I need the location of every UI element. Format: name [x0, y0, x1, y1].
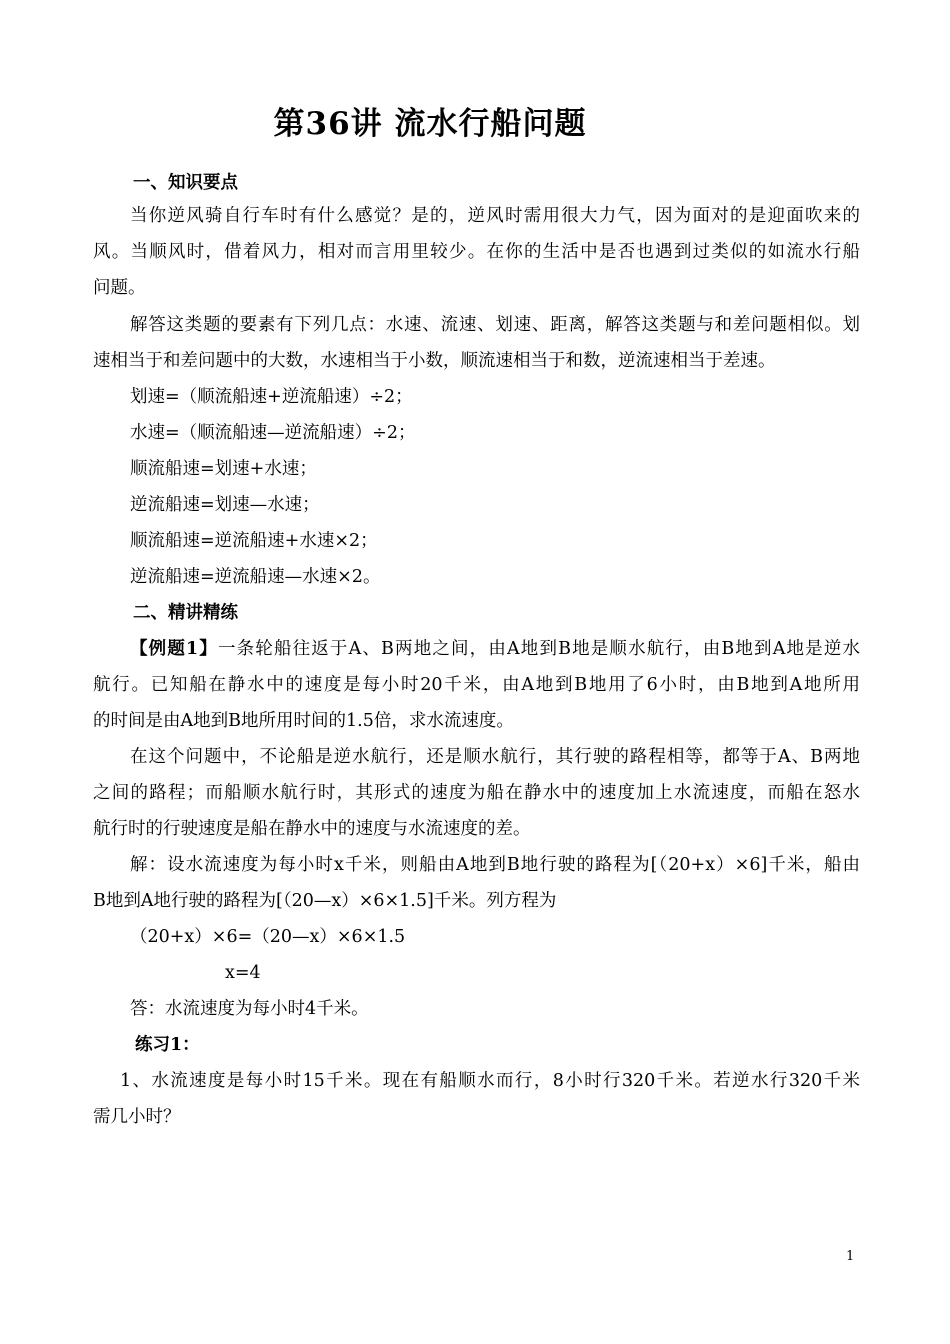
- formula-4: 逆流船速=划速—水速；: [130, 495, 320, 515]
- example-text-1: 一条轮船往返于A、B两地之间，由A地到B地是顺水航行，由B地到A地是逆水: [217, 639, 860, 659]
- analysis-line-3: 航行时的行驶速度是船在静水中的速度与水流速度的差。: [93, 819, 531, 839]
- practice-heading: 练习1：: [135, 1035, 200, 1055]
- formula-6: 逆流船速=逆流船速—水速×2。: [130, 567, 381, 587]
- analysis-line-1: 在这个问题中，不论船是逆水航行，还是顺水航行，其行驶的路程相等，都等于A、B两地: [130, 747, 860, 767]
- solution-line-1: 解：设水流速度为每小时x千米，则船由A地到B地行驶的路程为[（20+x）×6]千米，船由: [130, 855, 860, 875]
- section-heading-practice: 二、精讲精练: [133, 603, 238, 623]
- elements-line-1: 解答这类题的要素有下列几点：水速、流速、划速、距离，解答这类题与和差问题相似。划: [130, 315, 860, 335]
- page-number: 1: [846, 1249, 855, 1264]
- intro-line-1: 当你逆风骑自行车时有什么感觉？是的，逆风时需用很大力气，因为面对的是迎面吹来的: [130, 206, 860, 226]
- equation: （20+x）×6=（20—x）×6×1.5: [130, 927, 406, 947]
- elements-line-2: 速相当于和差问题中的大数，水速相当于小数，顺流速相当于和数，逆流速相当于差速。: [93, 351, 776, 371]
- practice-line-2: 需几小时？: [93, 1107, 181, 1127]
- example-line-2: 航行。已知船在静水中的速度是每小时20千米，由A地到B地用了6小时，由B地到A地所用: [93, 675, 860, 695]
- solution-line-2: B地到A地行驶的路程为[（20—x）×6×1.5]千米。列方程为: [93, 891, 557, 911]
- intro-line-2: 风。当顺风时，借着风力，相对而言用里较少。在你的生活中是否也遇到过类似的如流水行船: [93, 242, 860, 262]
- analysis-line-2: 之间的路程；而船顺水航行时，其形式的速度为船在静水中的速度加上水流速度，而船在怒水: [93, 783, 860, 803]
- formula-5: 顺流船速=逆流船速+水速×2；: [130, 531, 378, 551]
- answer: 答：水流速度为每小时4千米。: [130, 999, 369, 1019]
- equation-result: x=4: [225, 963, 261, 983]
- page-title: 第36讲 流水行船问题: [273, 106, 587, 142]
- formula-3: 顺流船速=划速+水速；: [130, 459, 317, 479]
- example-label: 【例题1】: [130, 639, 218, 659]
- example-line-3: 的时间是由A地到B地所用时间的1.5倍，求水流速度。: [93, 711, 514, 731]
- intro-line-3: 问题。: [93, 278, 146, 298]
- example-line-1: [130, 637, 860, 661]
- formula-2: 水速=（顺流船速—逆流船速）÷2；: [130, 423, 416, 443]
- section-heading-knowledge: 一、知识要点: [133, 173, 238, 193]
- practice-line-1: 1、水流速度是每小时15千米。现在有船顺水而行，8小时行320千米。若逆水行320千米: [120, 1071, 860, 1091]
- formula-1: 划速=（顺流船速+逆流船速）÷2；: [130, 387, 413, 407]
